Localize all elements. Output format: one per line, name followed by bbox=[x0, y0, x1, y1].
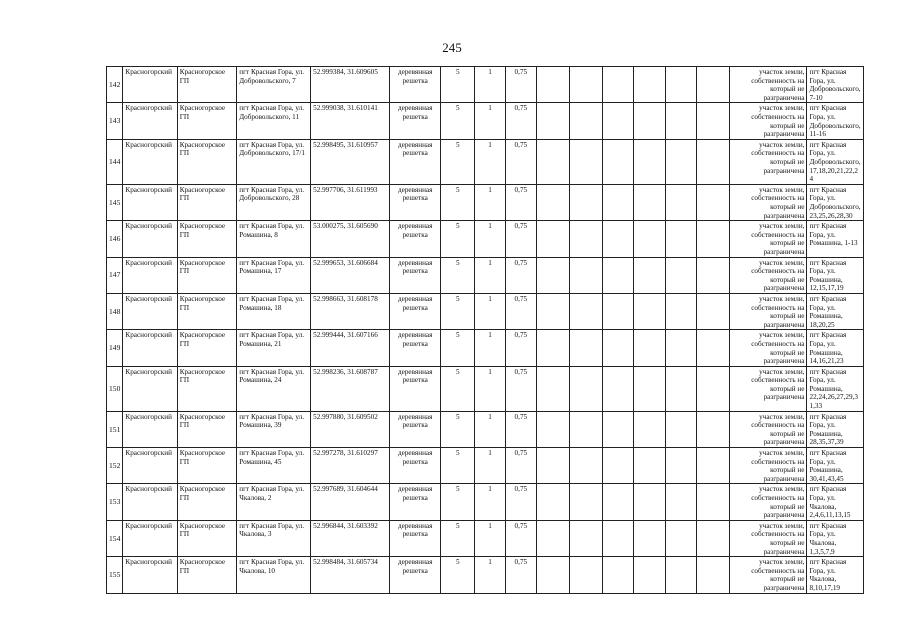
empty-cell bbox=[569, 557, 603, 593]
waste-source-cell: пгт Красная Гора, ул. Ромашина, 28,35,37,39 bbox=[807, 411, 864, 447]
empty-cell bbox=[634, 330, 666, 366]
row-number: 147 bbox=[107, 257, 123, 293]
empty-cell bbox=[569, 67, 603, 103]
count-cell: 5 bbox=[441, 366, 475, 411]
empty-cell bbox=[536, 448, 569, 484]
land-owner-cell: участок земли, собственность на который не разграничена bbox=[729, 257, 807, 293]
row-number: 143 bbox=[107, 103, 123, 139]
material-cell: деревянная решетка bbox=[390, 448, 441, 484]
empty-cell bbox=[665, 103, 696, 139]
empty-cell bbox=[665, 184, 696, 220]
coordinates-cell: 53.000275, 31.605690 bbox=[311, 221, 390, 257]
table-row bbox=[107, 366, 864, 411]
empty-cell bbox=[665, 366, 696, 411]
address-cell: пгт Красная Гора, ул. Ромашина, 39 bbox=[237, 411, 311, 447]
empty-cell bbox=[665, 221, 696, 257]
coordinates-cell: 52.997278, 31.610297 bbox=[311, 448, 390, 484]
empty-cell bbox=[536, 221, 569, 257]
volume-cell: 0,75 bbox=[505, 67, 536, 103]
material-cell: деревянная решетка bbox=[390, 484, 441, 520]
empty-cell bbox=[536, 293, 569, 329]
empty-cell bbox=[634, 103, 666, 139]
coordinates-cell: 52.998236, 31.608787 bbox=[311, 366, 390, 411]
count-cell: 5 bbox=[441, 103, 475, 139]
empty-cell bbox=[569, 448, 603, 484]
containers-cell: 1 bbox=[475, 221, 506, 257]
waste-source-cell: пгт Красная Гора, ул. Добровольского, 17,18,20,21,22,24 bbox=[807, 139, 864, 184]
coordinates-cell: 52.999038, 31.610141 bbox=[311, 103, 390, 139]
empty-cell bbox=[696, 67, 729, 103]
empty-cell bbox=[696, 221, 729, 257]
district-cell: Красногорский bbox=[123, 366, 177, 411]
empty-cell bbox=[569, 484, 603, 520]
empty-cell bbox=[603, 139, 634, 184]
land-owner-cell: участок земли, собственность на который не разграничена bbox=[729, 520, 807, 556]
empty-cell bbox=[603, 484, 634, 520]
table-row bbox=[107, 257, 864, 293]
table-row bbox=[107, 221, 864, 257]
empty-cell bbox=[569, 411, 603, 447]
district-cell: Красногорский bbox=[123, 520, 177, 556]
empty-cell bbox=[603, 557, 634, 593]
row-number: 149 bbox=[107, 330, 123, 366]
empty-cell bbox=[696, 557, 729, 593]
empty-cell bbox=[696, 293, 729, 329]
containers-cell: 1 bbox=[475, 484, 506, 520]
empty-cell bbox=[569, 257, 603, 293]
count-cell: 5 bbox=[441, 520, 475, 556]
district-cell: Красногорский bbox=[123, 139, 177, 184]
empty-cell bbox=[696, 139, 729, 184]
waste-source-cell: пгт Красная Гора, ул. Чкалова, 1,3,5,7,9 bbox=[807, 520, 864, 556]
volume-cell: 0,75 bbox=[505, 293, 536, 329]
empty-cell bbox=[569, 366, 603, 411]
empty-cell bbox=[569, 221, 603, 257]
address-cell: пгт Красная Гора, ул. Добровольского, 7 bbox=[237, 67, 311, 103]
settlement-cell: Красногорское ГП bbox=[177, 411, 236, 447]
count-cell: 5 bbox=[441, 221, 475, 257]
empty-cell bbox=[634, 257, 666, 293]
waste-source-cell: пгт Красная Гора, ул. Ромашина, 12,15,17,19 bbox=[807, 257, 864, 293]
settlement-cell: Красногорское ГП bbox=[177, 184, 236, 220]
count-cell: 5 bbox=[441, 257, 475, 293]
material-cell: деревянная решетка bbox=[390, 330, 441, 366]
empty-cell bbox=[536, 330, 569, 366]
containers-cell: 1 bbox=[475, 411, 506, 447]
table-row bbox=[107, 448, 864, 484]
empty-cell bbox=[634, 221, 666, 257]
empty-cell bbox=[569, 520, 603, 556]
empty-cell bbox=[603, 221, 634, 257]
empty-cell bbox=[634, 520, 666, 556]
count-cell: 5 bbox=[441, 411, 475, 447]
empty-cell bbox=[536, 411, 569, 447]
volume-cell: 0,75 bbox=[505, 330, 536, 366]
land-owner-cell: участок земли, собственность на который не разграничена bbox=[729, 184, 807, 220]
empty-cell bbox=[665, 139, 696, 184]
coordinates-cell: 52.998495, 31.610957 bbox=[311, 139, 390, 184]
empty-cell bbox=[634, 557, 666, 593]
settlement-cell: Красногорское ГП bbox=[177, 139, 236, 184]
settlement-cell: Красногорское ГП bbox=[177, 103, 236, 139]
land-owner-cell: участок земли, собственность на который не разграничена bbox=[729, 448, 807, 484]
empty-cell bbox=[603, 330, 634, 366]
count-cell: 5 bbox=[441, 67, 475, 103]
land-owner-cell: участок земли, собственность на который не разграничена bbox=[729, 330, 807, 366]
empty-cell bbox=[696, 448, 729, 484]
settlement-cell: Красногорское ГП bbox=[177, 293, 236, 329]
empty-cell bbox=[536, 557, 569, 593]
empty-cell bbox=[603, 257, 634, 293]
address-cell: пгт Красная Гора, ул. Чкалова, 2 bbox=[237, 484, 311, 520]
volume-cell: 0,75 bbox=[505, 139, 536, 184]
empty-cell bbox=[603, 448, 634, 484]
empty-cell bbox=[536, 103, 569, 139]
empty-cell bbox=[603, 293, 634, 329]
table-row bbox=[107, 67, 864, 103]
containers-cell: 1 bbox=[475, 103, 506, 139]
containers-cell: 1 bbox=[475, 67, 506, 103]
empty-cell bbox=[603, 411, 634, 447]
land-owner-cell: участок земли, собственность на который не разграничена bbox=[729, 293, 807, 329]
volume-cell: 0,75 bbox=[505, 366, 536, 411]
settlement-cell: Красногорское ГП bbox=[177, 484, 236, 520]
empty-cell bbox=[665, 67, 696, 103]
coordinates-cell: 52.997689, 31.604644 bbox=[311, 484, 390, 520]
empty-cell bbox=[536, 484, 569, 520]
table-row bbox=[107, 139, 864, 184]
material-cell: деревянная решетка bbox=[390, 257, 441, 293]
row-number: 144 bbox=[107, 139, 123, 184]
empty-cell bbox=[634, 139, 666, 184]
count-cell: 5 bbox=[441, 557, 475, 593]
volume-cell: 0,75 bbox=[505, 184, 536, 220]
waste-source-cell: пгт Красная Гора, ул. Добровольского, 7-10 bbox=[807, 67, 864, 103]
district-cell: Красногорский bbox=[123, 293, 177, 329]
volume-cell: 0,75 bbox=[505, 484, 536, 520]
waste-source-cell: пгт Красная Гора, ул. Ромашина, 22,24,26,27,29,31,33 bbox=[807, 366, 864, 411]
district-cell: Красногорский bbox=[123, 103, 177, 139]
empty-cell bbox=[569, 330, 603, 366]
count-cell: 5 bbox=[441, 184, 475, 220]
empty-cell bbox=[536, 257, 569, 293]
row-number: 150 bbox=[107, 366, 123, 411]
empty-cell bbox=[696, 366, 729, 411]
empty-cell bbox=[536, 184, 569, 220]
address-cell: пгт Красная Гора, ул. Ромашина, 8 bbox=[237, 221, 311, 257]
volume-cell: 0,75 bbox=[505, 520, 536, 556]
row-number: 155 bbox=[107, 557, 123, 593]
containers-cell: 1 bbox=[475, 366, 506, 411]
settlement-cell: Красногорское ГП bbox=[177, 366, 236, 411]
table-row bbox=[107, 184, 864, 220]
empty-cell bbox=[569, 103, 603, 139]
empty-cell bbox=[696, 520, 729, 556]
land-owner-cell: участок земли, собственность на который не разграничена bbox=[729, 103, 807, 139]
table-row bbox=[107, 411, 864, 447]
address-cell: пгт Красная Гора, ул. Ромашина, 45 bbox=[237, 448, 311, 484]
empty-cell bbox=[696, 411, 729, 447]
material-cell: деревянная решетка bbox=[390, 520, 441, 556]
settlement-cell: Красногорское ГП bbox=[177, 221, 236, 257]
count-cell: 5 bbox=[441, 330, 475, 366]
address-cell: пгт Красная Гора, ул. Ромашина, 24 bbox=[237, 366, 311, 411]
table-row bbox=[107, 293, 864, 329]
volume-cell: 0,75 bbox=[505, 103, 536, 139]
land-owner-cell: участок земли, собственность на который не разграничена bbox=[729, 221, 807, 257]
empty-cell bbox=[634, 184, 666, 220]
empty-cell bbox=[696, 330, 729, 366]
containers-cell: 1 bbox=[475, 184, 506, 220]
material-cell: деревянная решетка bbox=[390, 221, 441, 257]
district-cell: Красногорский bbox=[123, 448, 177, 484]
containers-cell: 1 bbox=[475, 330, 506, 366]
waste-source-cell: пгт Красная Гора, ул. Чкалова, 2,4,6,11,13,15 bbox=[807, 484, 864, 520]
volume-cell: 0,75 bbox=[505, 257, 536, 293]
table-row bbox=[107, 330, 864, 366]
containers-cell: 1 bbox=[475, 293, 506, 329]
empty-cell bbox=[696, 257, 729, 293]
coordinates-cell: 52.996844, 31.603392 bbox=[311, 520, 390, 556]
count-cell: 5 bbox=[441, 293, 475, 329]
waste-source-cell: пгт Красная Гора, ул. Ромашина, 18,20,25 bbox=[807, 293, 864, 329]
material-cell: деревянная решетка bbox=[390, 293, 441, 329]
material-cell: деревянная решетка bbox=[390, 184, 441, 220]
waste-source-cell: пгт Красная Гора, ул. Ромашина, 1-13 bbox=[807, 221, 864, 257]
table-row bbox=[107, 520, 864, 556]
empty-cell bbox=[696, 103, 729, 139]
empty-cell bbox=[634, 366, 666, 411]
material-cell: деревянная решетка bbox=[390, 139, 441, 184]
empty-cell bbox=[569, 139, 603, 184]
row-number: 142 bbox=[107, 67, 123, 103]
volume-cell: 0,75 bbox=[505, 557, 536, 593]
empty-cell bbox=[665, 520, 696, 556]
land-owner-cell: участок земли, собственность на который не разграничена bbox=[729, 557, 807, 593]
empty-cell bbox=[536, 139, 569, 184]
settlement-cell: Красногорское ГП bbox=[177, 557, 236, 593]
container-sites-table bbox=[106, 66, 864, 594]
row-number: 153 bbox=[107, 484, 123, 520]
district-cell: Красногорский bbox=[123, 484, 177, 520]
row-number: 151 bbox=[107, 411, 123, 447]
address-cell: пгт Красная Гора, ул. Чкалова, 3 bbox=[237, 520, 311, 556]
empty-cell bbox=[696, 484, 729, 520]
empty-cell bbox=[665, 448, 696, 484]
address-cell: пгт Красная Гора, ул. Чкалова, 10 bbox=[237, 557, 311, 593]
containers-cell: 1 bbox=[475, 257, 506, 293]
containers-cell: 1 bbox=[475, 520, 506, 556]
empty-cell bbox=[603, 366, 634, 411]
district-cell: Красногорский bbox=[123, 221, 177, 257]
waste-source-cell: пгт Красная Гора, ул. Добровольского, 11-16 bbox=[807, 103, 864, 139]
land-owner-cell: участок земли, собственность на который не разграничена bbox=[729, 411, 807, 447]
coordinates-cell: 52.997880, 31.609502 bbox=[311, 411, 390, 447]
empty-cell bbox=[665, 257, 696, 293]
volume-cell: 0,75 bbox=[505, 411, 536, 447]
page-number: 245 bbox=[442, 40, 462, 55]
empty-cell bbox=[634, 448, 666, 484]
land-owner-cell: участок земли, собственность на который не разграничена bbox=[729, 139, 807, 184]
empty-cell bbox=[665, 330, 696, 366]
district-cell: Красногорский bbox=[123, 557, 177, 593]
empty-cell bbox=[603, 103, 634, 139]
containers-cell: 1 bbox=[475, 139, 506, 184]
empty-cell bbox=[696, 184, 729, 220]
count-cell: 5 bbox=[441, 139, 475, 184]
empty-cell bbox=[603, 184, 634, 220]
material-cell: деревянная решетка bbox=[390, 411, 441, 447]
address-cell: пгт Красная Гора, ул. Ромашина, 17 bbox=[237, 257, 311, 293]
empty-cell bbox=[665, 557, 696, 593]
empty-cell bbox=[569, 184, 603, 220]
address-cell: пгт Красная Гора, ул. Добровольского, 17/1 bbox=[237, 139, 311, 184]
empty-cell bbox=[665, 484, 696, 520]
row-number: 146 bbox=[107, 221, 123, 257]
empty-cell bbox=[665, 293, 696, 329]
address-cell: пгт Красная Гора, ул. Добровольского, 11 bbox=[237, 103, 311, 139]
land-owner-cell: участок земли, собственность на который не разграничена bbox=[729, 484, 807, 520]
material-cell: деревянная решетка bbox=[390, 103, 441, 139]
empty-cell bbox=[536, 366, 569, 411]
material-cell: деревянная решетка bbox=[390, 557, 441, 593]
row-number: 145 bbox=[107, 184, 123, 220]
empty-cell bbox=[665, 411, 696, 447]
coordinates-cell: 52.999653, 31.606684 bbox=[311, 257, 390, 293]
table-row bbox=[107, 484, 864, 520]
volume-cell: 0,75 bbox=[505, 221, 536, 257]
settlement-cell: Красногорское ГП bbox=[177, 67, 236, 103]
empty-cell bbox=[603, 67, 634, 103]
coordinates-cell: 52.999384, 31.609605 bbox=[311, 67, 390, 103]
address-cell: пгт Красная Гора, ул. Добровольского, 28 bbox=[237, 184, 311, 220]
waste-source-cell: пгт Красная Гора, ул. Добровольского, 23,25,26,28,30 bbox=[807, 184, 864, 220]
row-number: 152 bbox=[107, 448, 123, 484]
count-cell: 5 bbox=[441, 484, 475, 520]
district-cell: Красногорский bbox=[123, 257, 177, 293]
empty-cell bbox=[634, 293, 666, 329]
waste-source-cell: пгт Красная Гора, ул. Чкалова, 8,10,17,19 bbox=[807, 557, 864, 593]
district-cell: Красногорский bbox=[123, 184, 177, 220]
material-cell: деревянная решетка bbox=[390, 366, 441, 411]
table-row bbox=[107, 103, 864, 139]
count-cell: 5 bbox=[441, 448, 475, 484]
settlement-cell: Красногорское ГП bbox=[177, 520, 236, 556]
empty-cell bbox=[634, 411, 666, 447]
table-row bbox=[107, 557, 864, 593]
empty-cell bbox=[634, 484, 666, 520]
address-cell: пгт Красная Гора, ул. Ромашина, 18 bbox=[237, 293, 311, 329]
volume-cell: 0,75 bbox=[505, 448, 536, 484]
empty-cell bbox=[569, 293, 603, 329]
empty-cell bbox=[603, 520, 634, 556]
waste-source-cell: пгт Красная Гора, ул. Ромашина, 30,41,43,45 bbox=[807, 448, 864, 484]
containers-cell: 1 bbox=[475, 448, 506, 484]
land-owner-cell: участок земли, собственность на который не разграничена bbox=[729, 67, 807, 103]
district-cell: Красногорский bbox=[123, 411, 177, 447]
empty-cell bbox=[536, 67, 569, 103]
empty-cell bbox=[634, 67, 666, 103]
settlement-cell: Красногорское ГП bbox=[177, 330, 236, 366]
land-owner-cell: участок земли, собственность на который не разграничена bbox=[729, 366, 807, 411]
row-number: 154 bbox=[107, 520, 123, 556]
settlement-cell: Красногорское ГП bbox=[177, 448, 236, 484]
address-cell: пгт Красная Гора, ул. Ромашина, 21 bbox=[237, 330, 311, 366]
material-cell: деревянная решетка bbox=[390, 67, 441, 103]
empty-cell bbox=[536, 520, 569, 556]
settlement-cell: Красногорское ГП bbox=[177, 257, 236, 293]
containers-cell: 1 bbox=[475, 557, 506, 593]
district-cell: Красногорский bbox=[123, 330, 177, 366]
district-cell: Красногорский bbox=[123, 67, 177, 103]
coordinates-cell: 52.999444, 31.607166 bbox=[311, 330, 390, 366]
coordinates-cell: 52.997706, 31.611993 bbox=[311, 184, 390, 220]
waste-source-cell: пгт Красная Гора, ул. Ромашина, 14,16,21,23 bbox=[807, 330, 864, 366]
row-number: 148 bbox=[107, 293, 123, 329]
coordinates-cell: 52.998484, 31.605734 bbox=[311, 557, 390, 593]
coordinates-cell: 52.998663, 31.608178 bbox=[311, 293, 390, 329]
